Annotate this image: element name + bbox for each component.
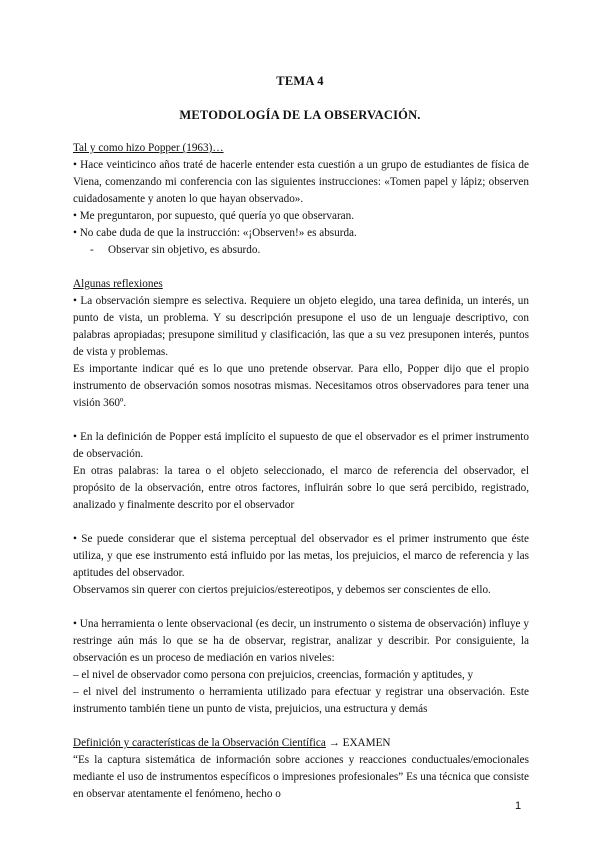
- paragraph: • No cabe duda de que la instrucción: «¡Observen!» es absurda.: [73, 227, 357, 239]
- paragraph: • En la definición de Popper está implícito el supuesto de que el observador es el primer instrumento de observación.: [73, 431, 529, 460]
- section-heading: [73, 276, 529, 293]
- paragraph: En otras palabras: la tarea o el objeto seleccionado, el marco de referencia del observador, el propósito de la observación, entre otros factores, influirán sobre lo que será percibido, registrado, analizado y finalmente descrito por el observador: [73, 465, 529, 511]
- paragraph: – el nivel de observador como persona con prejuicios, creencias, formación y aptitudes, y: [73, 669, 474, 681]
- section-heading: [73, 735, 529, 752]
- section-heading: [73, 140, 529, 157]
- page-title: TEMA 4: [276, 74, 324, 88]
- paragraph: • Se puede considerar que el sistema perceptual del observador es el primer instrumento que éste utiliza, y que ese instrumento está influido por las metas, los prejuicios, el marco de referencia y las aptitudes del observador.: [73, 533, 529, 579]
- dash-bullet: -: [90, 244, 94, 256]
- paragraph: “Es la captura sistemática de información sobre acciones y reacciones conductuales/emocionales mediante el uso de instrumentos específicos o impresiones profesionales” Es una técnica que consiste en observar atentamente el fenómeno, hecho o: [73, 754, 529, 800]
- paragraph: Es importante indicar qué es lo que uno pretende observar. Para ello, Popper dijo que el propio instrumento de observación somos nosotras mismas. Necesitamos otros observadores para tener una visión 360º.: [73, 363, 529, 409]
- dash-item-text: Observar sin objetivo, es absurdo.: [108, 244, 261, 256]
- paragraph: Observamos sin querer con ciertos prejuicios/estereotipos, y debemos ser conscientes de ello.: [73, 584, 491, 596]
- page-subtitle: METODOLOGÍA DE LA OBSERVACIÓN.: [179, 108, 421, 122]
- paragraph: • Una herramienta o lente observacional (es decir, un instrumento o sistema de observación) influye y restringe aún más lo que se ha de observar, registrar, analizar y describir. Por consiguiente, la observación es un proceso de mediación en varios niveles:: [73, 618, 529, 664]
- heading-text: Tal y como hizo Popper (1963)…: [73, 142, 224, 154]
- paragraph: – el nivel del instrumento o herramienta utilizado para efectuar y registrar una observación. Este instrumento también tiene un punto de vista, prejuicios, una estructura y demás: [73, 686, 529, 715]
- paragraph: • La observación siempre es selectiva. Requiere un objeto elegido, una tarea definida, un interés, un punto de vista, un problema. Y su descripción presupone el uso de un lenguaje descriptivo, con palabras apropiadas; presupone similitud y clasificación, las que a su vez presuponen interés, puntos de vista y problemas.: [73, 295, 529, 358]
- dash-list-item: [73, 242, 529, 259]
- paragraph: • Hace veinticinco años traté de hacerle entender esta cuestión a un grupo de estudiantes de física de Viena, comenzando mi conferencia con las siguientes instrucciones: «Tomen papel y lápiz; observen cuidadosamente y anoten lo que hayan observado».: [73, 159, 529, 205]
- paragraph: • Me preguntaron, por supuesto, qué quería yo que observaran.: [73, 210, 355, 222]
- document-body: [73, 140, 529, 803]
- heading-text: Algunas reflexiones: [73, 278, 163, 290]
- page-number: 1: [515, 800, 522, 812]
- heading-text: Definición y características de la Observación Científica: [73, 737, 326, 749]
- heading-suffix: → EXAMEN: [325, 737, 391, 749]
